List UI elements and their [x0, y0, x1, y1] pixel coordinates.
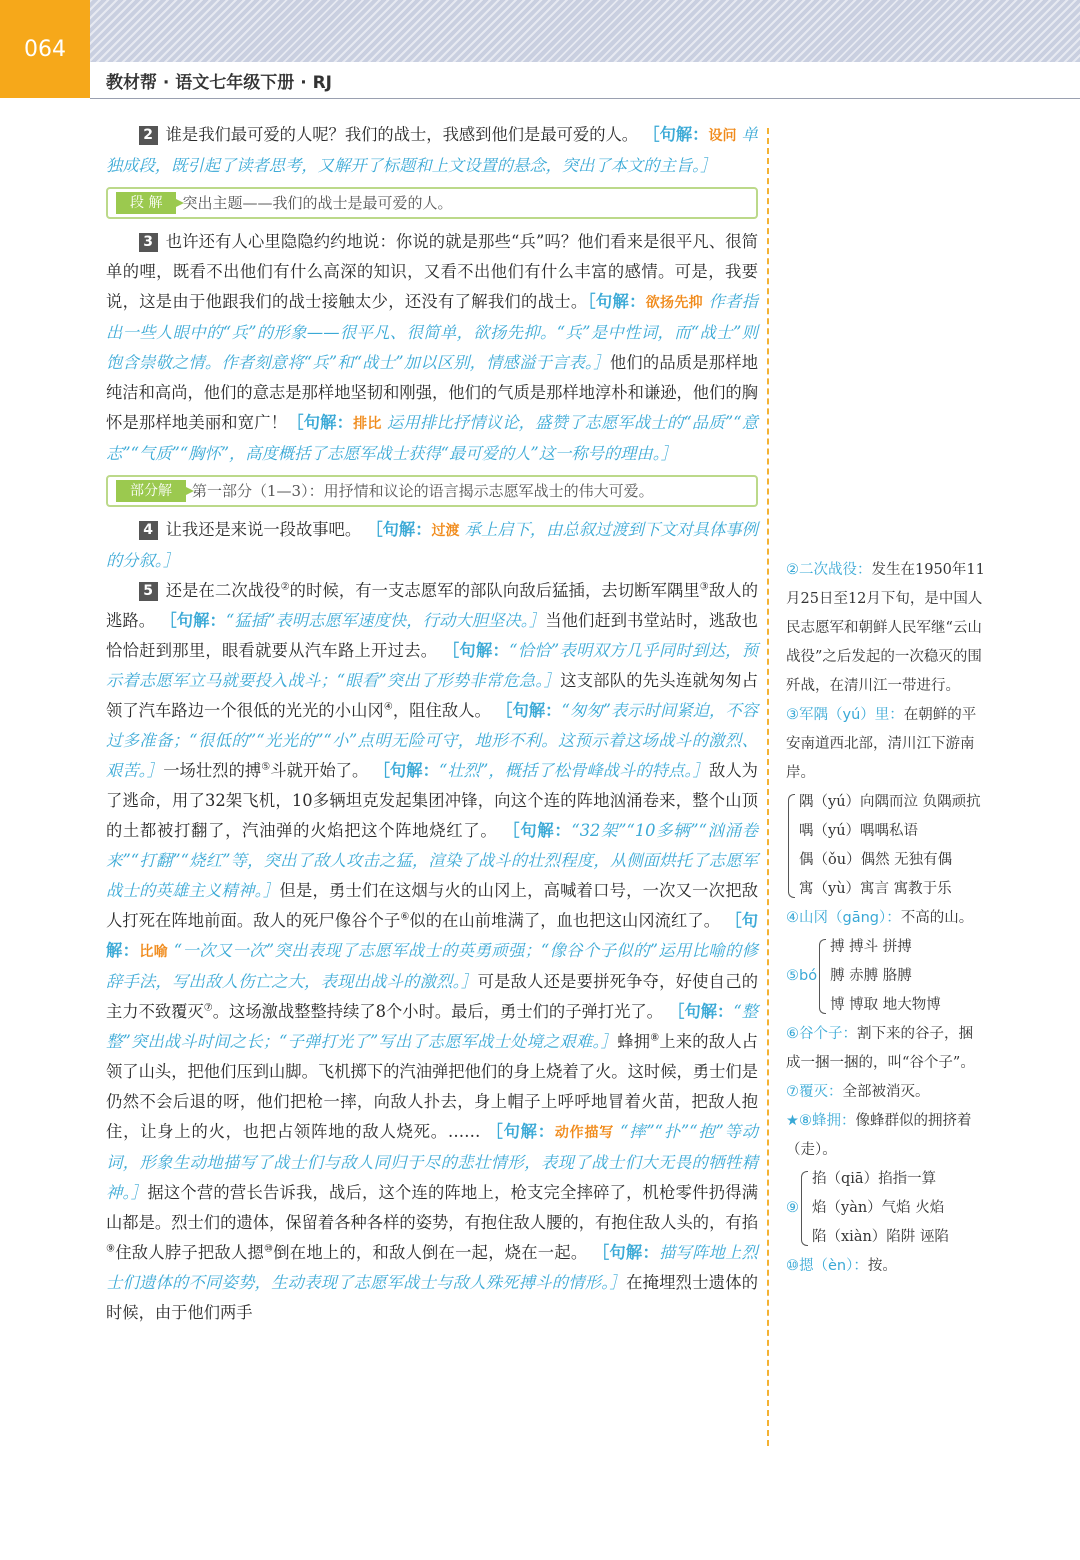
paragraph-number: 4: [139, 521, 158, 540]
side-notes: [786, 556, 986, 1281]
footnote-8: ★⑧蜂拥：像蜂群似的拥挤着（走）。: [786, 1113, 972, 1158]
homophone-group-qia: ⑨ 掐（qiā）掐指一算 焰（yàn）气焰 火焰 陷（xiàn）陷阱 诬陷: [786, 1171, 949, 1245]
main-column: [106, 120, 758, 1328]
paragraph-3: 3 也许还有人心里隐隐约约地说：你说的就是那些“兵”吗？他们看来是很平凡、很简单的哩，既看不出他们有什么高深的知识，又看不出他们有什么丰富的感情。可是，我要说，这是由于他跟我们的战士接触太少，还没有了解我们的战士。［句解：欲扬先抑 作者指出一些人眼中的“兵”的形象——很平凡、很简单，欲扬先抑。“兵”是中性词，而“战士”则饱含崇敬之情。作者刻意将“兵”和“战士”加以区别，情感溢于言表。］他们的品质是那样地纯洁和高尚，他们的意志是那样地坚韧和刚强，他们的气质是那样地淳朴和谦逊，他们的胸怀是那样地美丽和宽广！［句解：排比 运用排比抒情议论，盛赞了志愿军战士的“品质”“意志”“气质”“胸怀”，高度概括了志愿军战士获得“最可爱的人”这一称号的理由。］: [106, 232, 758, 463]
part-text: 第一部分（1—3）：用抒情和议论的语言揭示志愿军战士的伟大可爱。: [192, 482, 654, 500]
sentence-note: ［句解：欲扬先抑 作者指出一些人眼中的“兵”的形象——很平凡、很简单，欲扬先抑。“兵”是中性词，而“战士”则饱含崇敬之情。作者刻意将“兵”和“战士”加以区别，情感溢于言表。］: [106, 292, 758, 372]
sentence-note: ［句解：“壮烈”，概括了松骨峰战斗的特点。］: [373, 761, 709, 780]
column-divider: [767, 128, 769, 1446]
footnote-7: ⑦覆灭：全部被消灭。: [786, 1084, 930, 1100]
paragraph-2: [106, 120, 758, 181]
footnote-3: ③军隅（yú）里：在朝鲜的平安南道西北部，清川江下游南岸。: [786, 707, 977, 781]
section-text: 突出主题——我们的战士是最可爱的人。: [182, 194, 453, 212]
homophone-group-yu: 隅（yú）向隅而泣 负隅顽抗 喁（yú）喁喁私语 偶（ǒu）偶然 无独有偶 寓（yù）寓言 寓教于乐: [786, 788, 986, 904]
sentence-note: ［句解：“32架”“10多辆”“汹涌卷来”“打翻”“烧红”等，突出了敌人攻击之猛，渲染了战斗的壮烈程度，从侧面烘托了志愿军战士的英雄主义精神。］: [106, 821, 758, 900]
sentence-note: ［句解：“匆匆”表示时间紧迫，不容过多准备；“很低的”“光光的”“小”点明无险可守，地形不利。这预示着这场战斗的激烈、艰苦。］: [106, 701, 758, 780]
page-number: 064: [0, 0, 90, 98]
footnote-10: ⑩摁（èn）：按。: [786, 1258, 897, 1274]
section-analysis: [106, 187, 758, 219]
header-pattern-band: [90, 0, 1080, 62]
footnote-2: ②二次战役：发生在1950年11月25日至12月下旬，是中国人民志愿军和朝鲜人民军继“云山战役”之后发起的一次稳灭的围歼战，在清川江一带进行。: [786, 562, 985, 694]
header-bar: [90, 62, 1080, 99]
part-badge: 部分解: [116, 480, 186, 502]
sentence-note: ［句解：比喻 “一次又一次”突出表现了志愿军战士的英勇顽强；“像谷个子似的”运用比喻的修辞手法，写出敌人伤亡之大，表现出战斗的激烈。］: [106, 911, 758, 991]
sentence-note: ［句解：“整整”突出战斗时间之长；“子弹打光了”写出了志愿军战士处境之艰难。］: [106, 1002, 758, 1051]
sentence-note: ［句解：动作描写 “摔”“扑”“抱”等动词，形象生动地描写了战士们与敌人同归于尽的悲壮情形，表现了战士们大无畏的牺牲精神。］: [106, 1122, 758, 1202]
sentence-note: ［句解：“恰恰”表明双方几乎同时到达，预示着志愿军立马就要投入战斗；“眼看”突出了形势非常危急。］: [106, 641, 758, 690]
paragraph-number: 2: [139, 126, 158, 145]
sentence-note: ［句解：设问 单独成段，既引起了读者思考，又解开了标题和上文设置的悬念，突出了本文的主旨。］: [106, 125, 758, 175]
sentence-note: ［句解：描写阵地上烈士们遗体的不同姿势，生动表现了志愿军战士与敌人殊死搏斗的情形。］: [106, 1243, 758, 1292]
homophone-group-bo: ⑤bó 搏 搏斗 拼搏 膊 赤膊 胳膊 博 博取 地大物博: [786, 939, 941, 1013]
paragraph-5: 5 还是在二次战役②的时候，有一支志愿军的部队向敌后猛插，去切断军隅里③敌人的逃路。 ［句解：“猛插”表明志愿军速度快，行动大胆坚决。］当他们赶到书堂站时，逃敌也恰恰赶到那里，眼看就要从汽车路上开过去。 ［句解：“恰恰”表明双方几乎同时到达，预示着志愿军立马就要投入战斗；“眼看”突出了形势非常危急。］这支部队的先头连就匆匆占领了汽车路边一个很低的光光的小山冈④，阻住敌人。 ［句解：“匆匆”表示时间紧迫，不容过多准备；“很低的”“光光的”“小”点明无险可守，地形不利。这预示着这场战斗的激烈、艰苦。］一场壮烈的搏⑤斗就开始了。 ［句解：“壮烈”，概括了松骨峰战斗的特点。］敌人为了逃命，用了32架飞机，10多辆坦克发起集团冲锋，向这个连的阵地汹涌卷来，整个山顶的土都被打翻了，汽油弹的火焰把这个阵地烧红了。 ［句解：“32架”“10多辆”“汹涌卷来”“打翻”“烧红”等，突出了敌人攻击之猛，渲染了战斗的壮烈程度，从侧面烘托了志愿军战士的英雄主义精神。］但是，勇士们在这烟与火的山冈上，高喊着口号，一次又一次把敌人打死在阵地前面。敌人的死尸像谷个子⑥似的在山前堆满了，血也把这山冈流红了。 ［句解：比喻 “一次又一次”突出表现了志愿军战士的英勇顽强；“像谷个子似的”运用比喻的修辞手法，写出敌人伤亡之大，表现出战斗的激烈。］可是敌人还是要拼死争夺，好使自己的主力不致覆灭⑦。这场激战整整持续了8个小时。最后，勇士们的子弹打光了。 ［句解：“整整”突出战斗时间之长；“子弹打光了”写出了志愿军战士处境之艰难。］蜂拥⑧上来的敌人占领了山头，把他们压到山脚。飞机掷下的汽油弹把他们的身上烧着了火。这时候，勇士们是仍然不会后退的呀，他们把枪一摔，向敌人扑去，身上帽子上呼呼地冒着火苗，把敌人抱住，让身上的火，也把占领阵地的敌人烧死。…… ［句解：动作描写 “摔”“扑”“抱”等动词，形象生动地描写了战士们与敌人同归于尽的悲壮情形，表现了战士们大无畏的牺牲精神。］据这个营的营长告诉我，战后，这个连的阵地上，枪支完全摔碎了，机枪零件扔得满山都是。烈士们的遗体，保留着各种各样的姿势，有抱住敌人腰的，有抱住敌人头的，有掐⑨住敌人脖子把敌人摁⑩倒在地上的，和敌人倒在一起，烧在一起。 ［句解：描写阵地上烈士们遗体的不同姿势，生动表现了志愿军战士与敌人殊死搏斗的情形。］在掩埋烈士遗体的时候，由于他们两手: [106, 581, 758, 1322]
footnote-4: ④山冈（gāng）：不高的山。: [786, 910, 974, 926]
book-title: 教材帮 · 语文七年级下册 · RJ: [106, 72, 333, 93]
paragraph-4: 4 让我还是来说一段故事吧。 ［句解：过渡 承上启下，由总叙过渡到下文对具体事例的分叙。］: [106, 520, 758, 570]
paragraph-text: 谁是我们最可爱的人呢？我们的战士，我感到他们是最可爱的人。: [165, 125, 639, 144]
sentence-note: ［句解：“猛插”表明志愿军速度快，行动大胆坚决。］: [160, 611, 546, 630]
sentence-note: ［句解：排比 运用排比抒情议论，盛赞了志愿军战士的“品质”“意志”“气质”“胸怀”，高度概括了志愿军战士获得“最可爱的人”这一称号的理由。］: [106, 413, 758, 463]
part-analysis: [106, 475, 758, 507]
paragraph-number: 5: [139, 582, 158, 601]
sentence-note: ［句解：过渡 承上启下，由总叙过渡到下文对具体事例的分叙。］: [106, 520, 758, 570]
section-badge: 段 解: [116, 192, 176, 214]
paragraph-number: 3: [139, 233, 158, 252]
footnote-6: ⑥谷个子：割下来的谷子，捆成一捆一捆的，叫“谷个子”。: [786, 1026, 975, 1071]
